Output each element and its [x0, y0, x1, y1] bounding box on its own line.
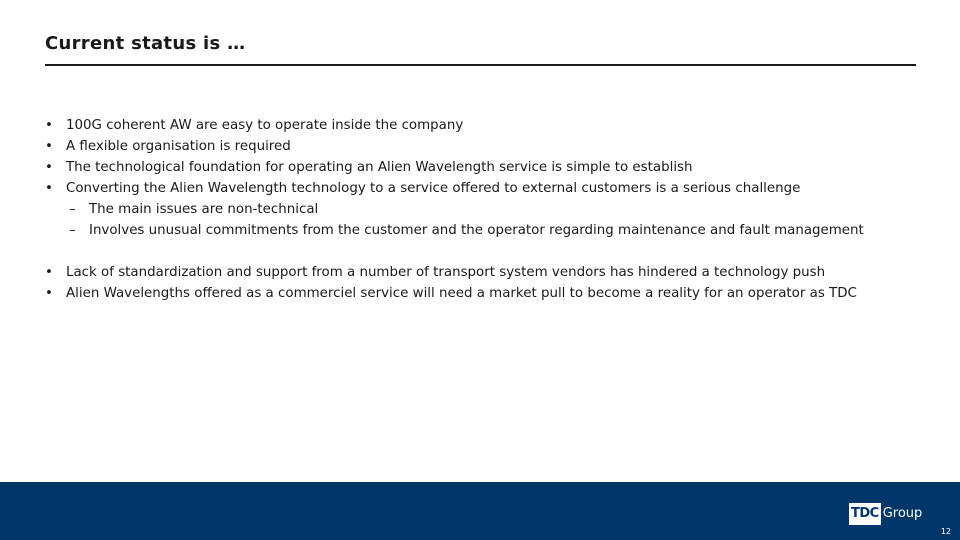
title-divider	[45, 64, 916, 66]
bullet-mark: •	[45, 160, 53, 175]
list-item	[45, 115, 925, 136]
bullet-text: A flexible organisation is required	[66, 139, 291, 154]
bullet-mark: •	[45, 139, 53, 154]
bullet-mark: •	[45, 286, 53, 301]
page-number: 12	[940, 527, 951, 536]
tdc-group-logo	[849, 502, 922, 526]
list-item	[45, 157, 925, 178]
sub-bullet-text: The main issues are non-technical	[89, 202, 319, 217]
bullet-text: The technological foundation for operating an Alien Wavelength service is simple to establish	[66, 160, 693, 175]
list-item	[45, 178, 925, 199]
list-gap	[45, 241, 925, 262]
list-item	[45, 283, 925, 304]
sub-bullet-mark: –	[69, 202, 76, 217]
bullet-mark: •	[45, 181, 53, 196]
logo-box: TDC	[849, 503, 881, 525]
sub-bullet-text: Involves unusual commitments from the customer and the operator regarding maintenance and fault management	[89, 223, 864, 238]
bullet-text: Lack of standardization and support from a number of transport system vendors has hindered a technology push	[66, 265, 826, 280]
sub-list-item	[45, 199, 925, 220]
bullet-text: Converting the Alien Wavelength technology to a service offered to external customers is a serious challenge	[66, 181, 801, 196]
logo-text: Group	[882, 506, 923, 521]
footer-band	[0, 482, 960, 540]
bullet-text: Alien Wavelengths offered as a commerciel service will need a market pull to become a reality for an operator as TDC	[66, 286, 857, 301]
sub-bullet-mark: –	[69, 223, 76, 238]
slide-title: Current status is …	[45, 33, 246, 54]
sub-list-item	[45, 220, 925, 241]
bullet-mark: •	[45, 265, 53, 280]
list-item	[45, 262, 925, 283]
bullet-list	[45, 115, 925, 304]
bullet-text: 100G coherent AW are easy to operate inside the company	[66, 118, 464, 133]
bullet-mark: •	[45, 118, 53, 133]
list-item	[45, 136, 925, 157]
